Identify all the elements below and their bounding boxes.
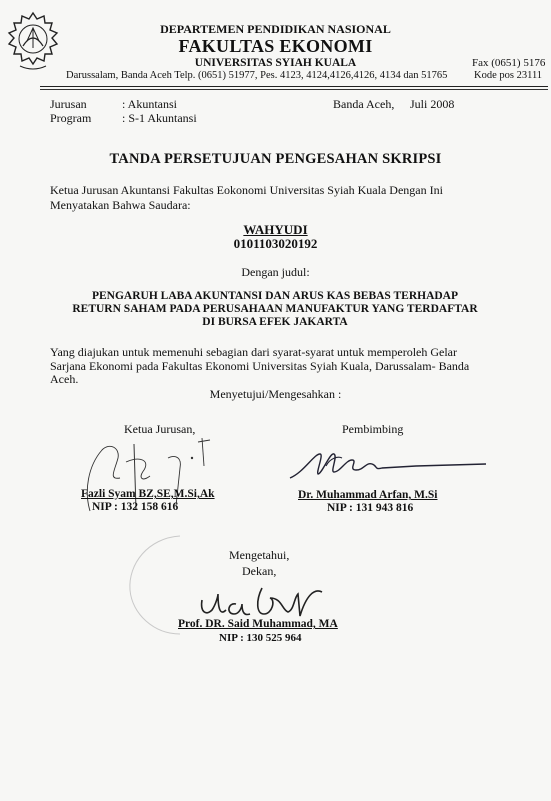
header-divider bbox=[40, 86, 548, 87]
date: Juli 2008 bbox=[410, 97, 455, 111]
pembimbing-signature bbox=[286, 446, 496, 484]
faculty-name: FAKULTAS EKONOMI bbox=[178, 36, 373, 56]
mengetahui-label: Mengetahui, bbox=[229, 548, 290, 562]
department-name: DEPARTEMEN PENDIDIKAN NASIONAL bbox=[160, 22, 391, 36]
dekan-role: Dekan, bbox=[242, 564, 277, 578]
ketua-jurusan-role: Ketua Jurusan, bbox=[124, 422, 196, 436]
body-paragraph bbox=[50, 346, 470, 387]
approval-label: Menyetujui/Mengesahkan : bbox=[209, 387, 342, 401]
program-value: : S-1 Akuntansi bbox=[122, 111, 197, 125]
thesis-title-line: RETURN SAHAM PADA PERUSAHAAN MANUFAKTUR YANG TERDAFTAR bbox=[72, 303, 478, 315]
body-line: Sarjana Ekonomi pada Fakultas Ekonomi Universitas Syiah Kuala, Darussalam- Banda bbox=[50, 358, 470, 373]
pembimbing-nip: NIP : 131 943 816 bbox=[327, 502, 414, 514]
thesis-title bbox=[40, 290, 510, 329]
dekan-nip: NIP : 130 525 964 bbox=[219, 632, 302, 644]
jurusan-value: : Akuntansi bbox=[122, 97, 178, 111]
intro-line: Menyatakan Bahwa Saudara: bbox=[50, 198, 191, 212]
postal-code: Kode pos 23111 bbox=[474, 70, 543, 81]
thesis-title-line: DI BURSA EFEK JAKARTA bbox=[202, 316, 348, 328]
body-line: Yang diajukan untuk memenuhi sebagian dari syarat-syarat untuk memperoleh Gelar bbox=[50, 345, 457, 359]
intro-paragraph bbox=[50, 183, 490, 213]
ketua-jurusan-name: Fazli Syam BZ,SE,M.Si,Ak bbox=[81, 488, 215, 500]
pembimbing-name: Dr. Muhammad Arfan, M.Si bbox=[298, 489, 438, 501]
dekan-name: Prof. DR. Said Muhammad, MA bbox=[178, 618, 338, 630]
judul-label: Dengan judul: bbox=[241, 265, 310, 279]
fax-number: Fax (0651) 5176 bbox=[472, 57, 546, 69]
intro-line: Ketua Jurusan Akuntansi Fakultas Eokonomi Universitas Syiah Kuala Dengan Ini bbox=[50, 183, 443, 197]
jurusan-label: Jurusan bbox=[50, 97, 87, 111]
program-label: Program bbox=[50, 111, 92, 125]
thesis-title-line: PENGARUH LABA AKUNTANSI DAN ARUS KAS BEBAS TERHADAP bbox=[91, 290, 459, 302]
place: Banda Aceh, bbox=[333, 97, 395, 111]
body-line: Aceh. bbox=[50, 372, 79, 386]
student-name: WAHYUDI bbox=[243, 222, 308, 237]
university-name: UNIVERSITAS SYIAH KUALA bbox=[194, 57, 357, 69]
pembimbing-role: Pembimbing bbox=[342, 422, 404, 436]
document-title: TANDA PERSETUJUAN PENGESAHAN SKRIPSI bbox=[109, 151, 442, 167]
student-nim: 0101103020192 bbox=[233, 236, 318, 251]
address-line: Darussalam, Banda Aceh Telp. (0651) 51977, Pes. 4123, 4124,4126,4126, 4134 dan 51765 bbox=[66, 70, 448, 81]
ketua-jurusan-nip: NIP : 132 158 616 bbox=[92, 501, 179, 513]
header-divider-thin bbox=[40, 89, 548, 90]
